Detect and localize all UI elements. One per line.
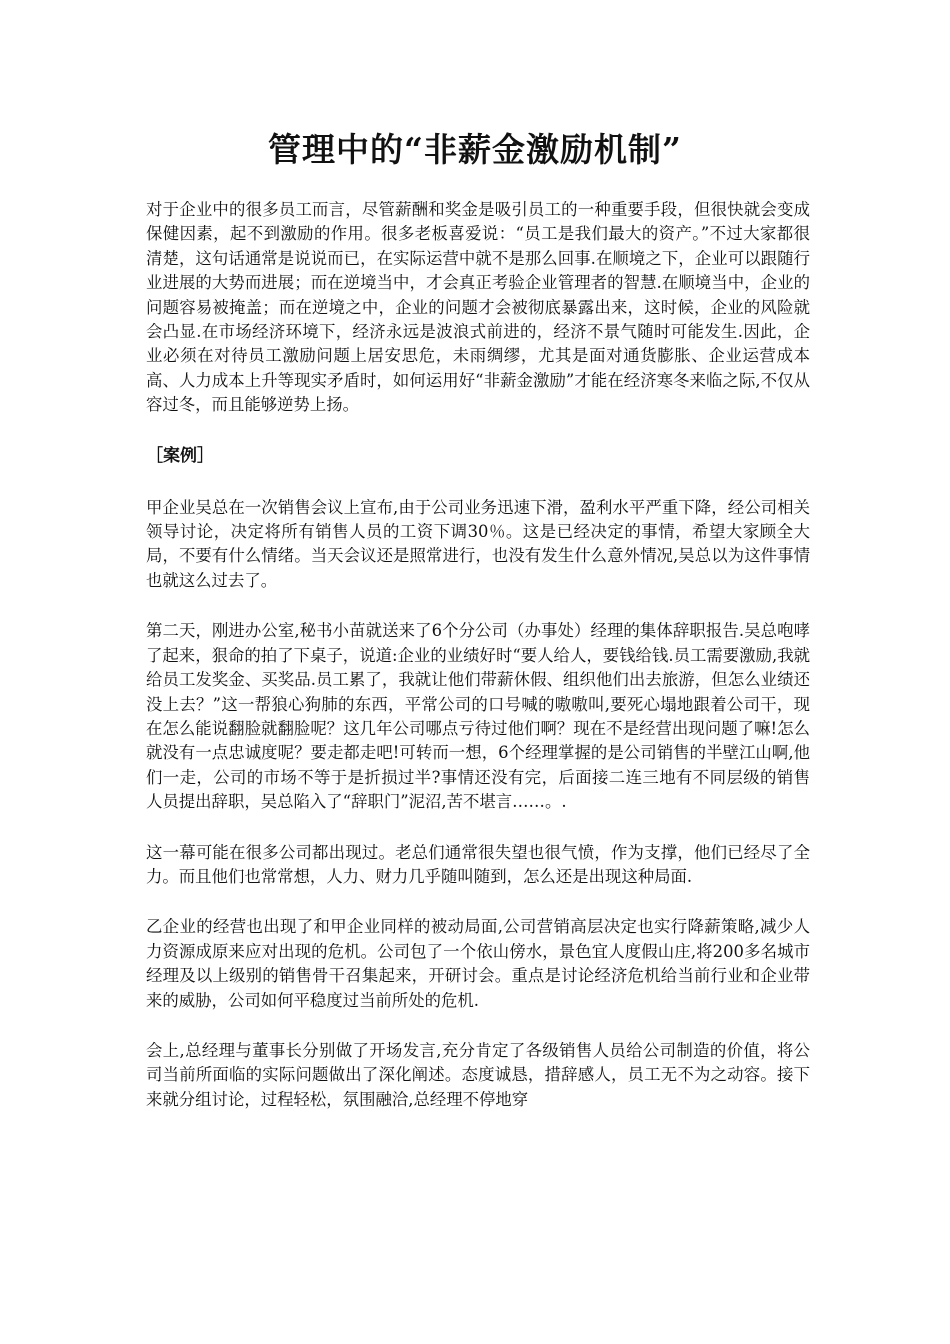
case-paragraph-4: 乙企业的经营也出现了和甲企业同样的被动局面,公司营销高层决定也实行降薪策略,减少人力资源成原来应对出现的危机。公司包了一个依山傍水，景色宜人度假山庄,将200多名城市经理及以上级别的销售骨干召集起来，开研讨会。重点是讨论经济危机给当前行业和企业带来的威胁，公司如何平稳度过当前所处的危机.: [146, 917, 810, 1010]
case-paragraph-1: 甲企业吴总在一次销售会议上宣布,由于公司业务迅速下滑，盈利水平严重下降，经公司相关领导讨论，决定将所有销售人员的工资下调30％。这是已经决定的事情，希望大家顾全大局，不要有什么情绪。当天会议还是照常进行，也没有发生什么意外情况,吴总以为这件事情也就这么过去了。: [146, 497, 810, 590]
case-heading: ［案例］: [146, 445, 214, 466]
intro-paragraph: 对于企业中的很多员工而言，尽管薪酬和奖金是吸引员工的一种重要手段，但很快就会变成保健因素，起不到激励的作用。很多老板喜爱说：“员工是我们最大的资产。”不过大家都很清楚，这句话通常是说说而已，在实际运营中就不是那么回事.在顺境之下，企业可以跟随行业进展的大势而进展；而在逆境当中，才会真正考验企业管理者的智慧.在顺境当中，企业的问题容易被掩盖；而在逆境之中，企业的问题才会被彻底暴露出来，这时候，企业的风险就会凸显.在市场经济环境下，经济永远是波浪式前进的，经济不景气随时可能发生.因此，企业必须在对待员工激励问题上居安思危，未雨绸缪，尤其是面对通货膨胀、企业运营成本高、人力成本上升等现实矛盾时，如何运用好“非薪金激励”才能在经济寒冬来临之际,不仅从容过冬，而且能够逆势上扬。: [146, 200, 810, 415]
case-paragraph-5: 会上,总经理与董事长分别做了开场发言,充分肯定了各级销售人员给公司制造的价值，将公司当前所面临的实际问题做出了深化阐述。态度诚恳，措辞感人，员工无不为之动容。接下来就分组讨论，过程轻松，氛围融洽,总经理不停地穿: [146, 1040, 810, 1109]
document-title: 管理中的“非薪金激励机制”: [268, 130, 682, 169]
case-paragraph-3: 这一幕可能在很多公司都出现过。老总们通常很失望也很气愤，作为支撑，他们已经尽了全力。而且他们也常常想，人力、财力几乎随叫随到，怎么还是出现这种局面.: [146, 842, 810, 886]
document-body: [146, 198, 810, 1138]
case-paragraph-2: 第二天，刚进办公室,秘书小苗就送来了6个分公司（办事处）经理的集体辞职报告.吴总咆哮了起来，狠命的拍了下桌子，说道:企业的业绩好时“要人给人，要钱给钱.员工需要激励,我就给员工发奖金、买奖品.员工累了，我就让他们带薪休假、组织他们出去旅游，但怎么业绩还没上去？”这一帮狼心狗肺的东西，平常公司的口号喊的嗷嗷叫,要死心塌地跟着公司干，现在怎么能说翻脸就翻脸呢？这几年公司哪点亏待过他们啊？现在不是经营出现问题了嘛!怎么就没有一点忠诚度呢？要走都走吧!可转而一想，6个经理掌握的是公司销售的半壁江山啊,他们一走，公司的市场不等于是折损过半?事情还没有完，后面接二连三地有不同层级的销售人员提出辞职，吴总陷入了“辞职门”泥沼,苦不堪言……。.: [146, 621, 810, 812]
